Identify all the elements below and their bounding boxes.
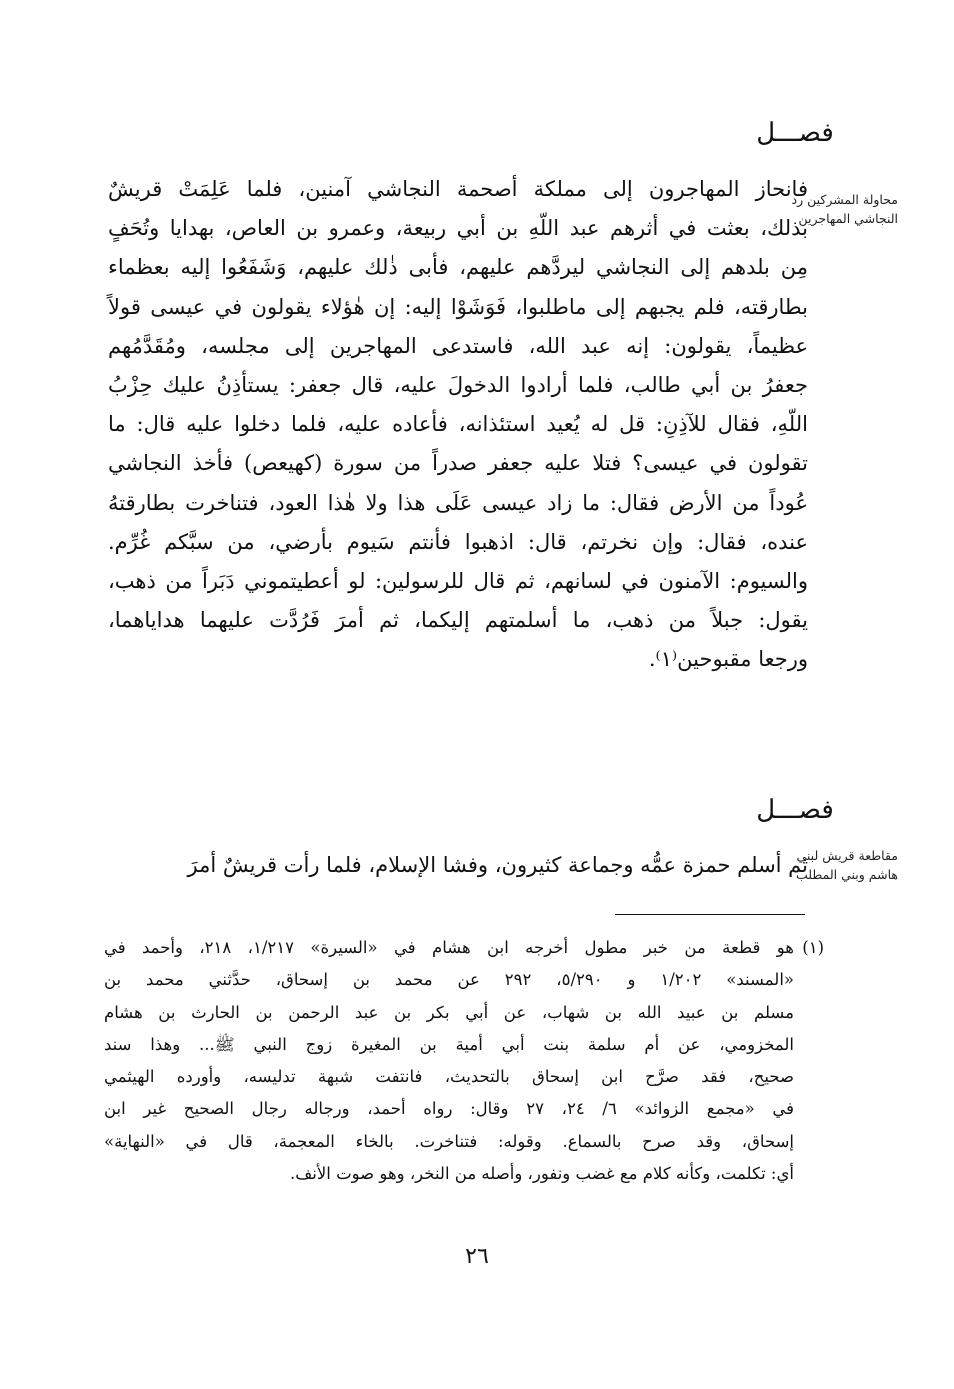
margin-note-line: محاولة المشركين رد — [791, 192, 898, 207]
text-line: تقولون في عيسى؟ فتلا عليه جعفر صدراً من سورة (كهيعص) فأخذ النجاشي — [108, 451, 808, 476]
section-1-paragraph — [108, 170, 808, 770]
text-line: بذلك، بعثت في أثرهم عبد اللّهِ بن أبي ربيعة، وعمرو بن العاص، بهدايا وتُحَفٍ — [108, 216, 808, 241]
text-line: ثم أسلم حمزة عمُّه وجماعة كثيرون، وفشا الإسلام، فلما رأت قريشٌ أمرَ — [187, 853, 808, 877]
text-line: عظيماً، يقولون: إنه عبد الله، فاستدعى المهاجرين إلى مجلسه، ومُقَدَّمُهم — [108, 333, 808, 358]
text-line: جعفرُ بن أبي طالب، فلما أرادوا الدخولَ عليه، قال جعفر: يستأذِنُ عليك حِزْبُ — [108, 373, 808, 398]
section-2-paragraph — [108, 846, 808, 886]
text-line: بطارقته، فلم يجبهم إلى ماطلبوا، فَوَشَوْا إليه: إن هٰؤلاء يقولون في عيسى قولاً — [108, 294, 808, 319]
footnote-line: «المسند» ١/٢٠٢ و ٥/٢٩٠، ٢٩٢ عن محمد بن إسحاق، حدَّثني محمد بن — [104, 970, 795, 990]
section-heading-2: فصـــل — [756, 795, 834, 825]
footnote-marker: (١) — [802, 938, 824, 957]
text-line: عنده، فقال: وإن نخرتم، قال: اذهبوا فأنتم سَيوم بأرضي، من سبَّكم غُرِّم. — [108, 529, 808, 554]
section-heading-1: فصـــل — [756, 118, 834, 148]
text-line: عُوداً من الأرض فقال: ما زاد عيسى عَلَى هذا ولا هٰذا العود، فتناخرت بطارقتهُ — [108, 490, 808, 515]
text-line: ورجعا مقبوحين⁽١⁾. — [648, 647, 808, 672]
text-line: اللّهِ، فقال للآذِنِ: قل له يُعيد استئذانه، فأعاده عليه، فلما دخلوا عليه قال: ما — [108, 412, 808, 437]
text-line: فانحاز المهاجرون إلى مملكة أصحمة النجاشي آمنين، فلما عَلِمَتْ قريشٌ — [108, 177, 808, 201]
footnote-line: هو قطعة من خبر مطول أخرجه ابن هشام في «السيرة» ١/٢١٧، ٢١٨، وأحمد في — [104, 938, 794, 957]
footnote-line: المخزومي، عن أم سلمة بنت أبي أمية بن المغيرة زوج النبي ﷺ... وهذا سند — [104, 1034, 794, 1054]
footnote-line: أي: تكلمت، وكأنه كلام مع غضب ونفور، وأصله من النخر، وهو صوت الأنف. — [289, 1164, 794, 1184]
footnote-line: في «مجمع الزوائد» ٦/ ٢٤، ٢٧ وقال: رواه أحمد، ورجاله رجال الصحيح غير ابن — [104, 1099, 795, 1119]
footnote-line: مسلم بن عبيد الله بن شهاب، عن أبي بكر بن عبد الرحمن بن الحارث بن هشام — [104, 1002, 794, 1022]
footnote-line: صحيح، فقد صرَّح ابن إسحاق بالتحديث، فانتفت شبهة تدليسه، وأورده الهيثمي — [104, 1067, 794, 1087]
margin-note-line: النجاشي المهاجرين — [798, 211, 898, 226]
footnote — [104, 932, 794, 1190]
text-line: والسيوم: الآمنون في لسانهم، ثم قال للرسولين: لو أعطيتموني دَبَراً من ذهب، — [108, 569, 808, 594]
footnote-divider — [615, 914, 805, 915]
text-line: يقول: جبلاً من ذهب، ما أسلمتهم إليكما، ثم أمرَ فَرُدَّت عليهما هداياهما، — [108, 608, 808, 633]
margin-note-line: هاشم وبني المطلب — [795, 867, 898, 882]
margin-note-line: مقاطعة قريش لبني — [796, 848, 898, 863]
page-number: ٢٦ — [465, 1244, 489, 1269]
text-line: مِن بلدهم إلى النجاشي ليردَّهم عليهم، فأبى ذٰلك عليهم، وَشَفَعُوا إليه بعظماء — [108, 255, 808, 280]
footnote-line: إسحاق، وقد صرح بالسماع. وقوله: فتناخرت. بالخاء المعجمة، قال في «النهاية» — [104, 1131, 794, 1151]
